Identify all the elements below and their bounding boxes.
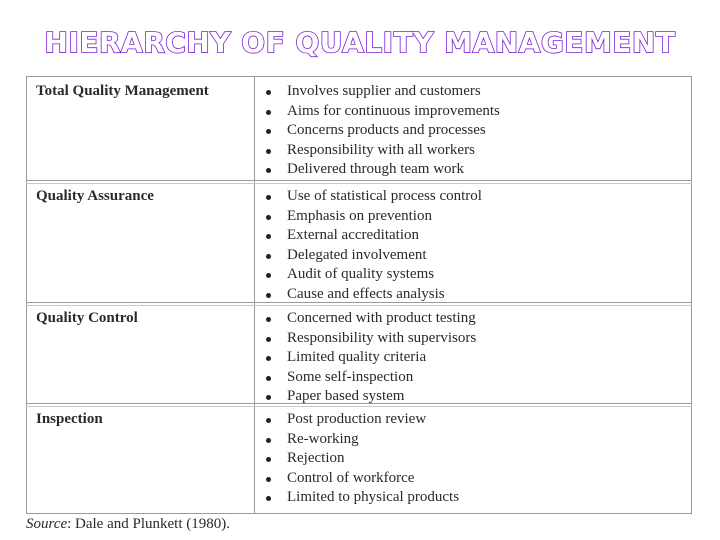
list-item: Aims for continuous improvements xyxy=(262,102,500,122)
source-citation: Source: Dale and Plunkett (1980). xyxy=(26,516,230,532)
bullet-icon xyxy=(266,254,271,259)
list-item: Re-working xyxy=(262,430,459,450)
bullet-icon xyxy=(266,273,271,278)
item-list xyxy=(262,309,476,407)
list-item: Some self-inspection xyxy=(262,368,476,388)
list-item: Rejection xyxy=(262,449,459,469)
list-item: Limited to physical products xyxy=(262,488,459,508)
bullet-icon xyxy=(266,418,271,423)
bullet-icon xyxy=(266,356,271,361)
list-item: Concerns products and processes xyxy=(262,121,500,141)
bullet-icon xyxy=(266,234,271,239)
list-item: Limited quality criteria xyxy=(262,348,476,368)
bullet-icon xyxy=(266,395,271,400)
bullet-icon xyxy=(266,149,271,154)
list-item: Involves supplier and customers xyxy=(262,82,500,102)
list-item: Concerned with product testing xyxy=(262,309,476,329)
list-item: Delegated involvement xyxy=(262,246,482,266)
bullet-icon xyxy=(266,438,271,443)
category-label: Quality Control xyxy=(36,310,138,326)
table-row xyxy=(26,76,692,178)
bullet-icon xyxy=(266,215,271,220)
bullet-icon xyxy=(266,376,271,381)
item-list xyxy=(262,82,500,180)
category-label: Quality Assurance xyxy=(36,188,154,204)
list-item: Use of statistical process control xyxy=(262,187,482,207)
bullet-icon xyxy=(266,317,271,322)
list-item: Control of workforce xyxy=(262,469,459,489)
bullet-icon xyxy=(266,90,271,95)
list-item: Post production review xyxy=(262,410,459,430)
list-item: Cause and effects analysis xyxy=(262,285,482,305)
list-item: Responsibility with all workers xyxy=(262,141,500,161)
bullet-icon xyxy=(266,110,271,115)
bullet-icon xyxy=(266,293,271,298)
bullet-icon xyxy=(266,496,271,501)
category-label: Inspection xyxy=(36,411,103,427)
bullet-icon xyxy=(266,477,271,482)
item-list xyxy=(262,410,459,508)
page-title: HIERARCHY OF QUALITY MANAGEMENT xyxy=(44,26,676,59)
list-item: Emphasis on prevention xyxy=(262,207,482,227)
list-item: Paper based system xyxy=(262,387,476,407)
bullet-icon xyxy=(266,195,271,200)
bullet-icon xyxy=(266,337,271,342)
list-item: Audit of quality systems xyxy=(262,265,482,285)
bullet-icon xyxy=(266,457,271,462)
table-row xyxy=(26,180,692,302)
list-item: Delivered through team work xyxy=(262,160,500,180)
category-label: Total Quality Management xyxy=(36,83,209,99)
item-list xyxy=(262,187,482,304)
bullet-icon xyxy=(266,168,271,173)
list-item: Responsibility with supervisors xyxy=(262,329,476,349)
table-row xyxy=(26,403,692,513)
table-row xyxy=(26,302,692,403)
bullet-icon xyxy=(266,129,271,134)
list-item: External accreditation xyxy=(262,226,482,246)
